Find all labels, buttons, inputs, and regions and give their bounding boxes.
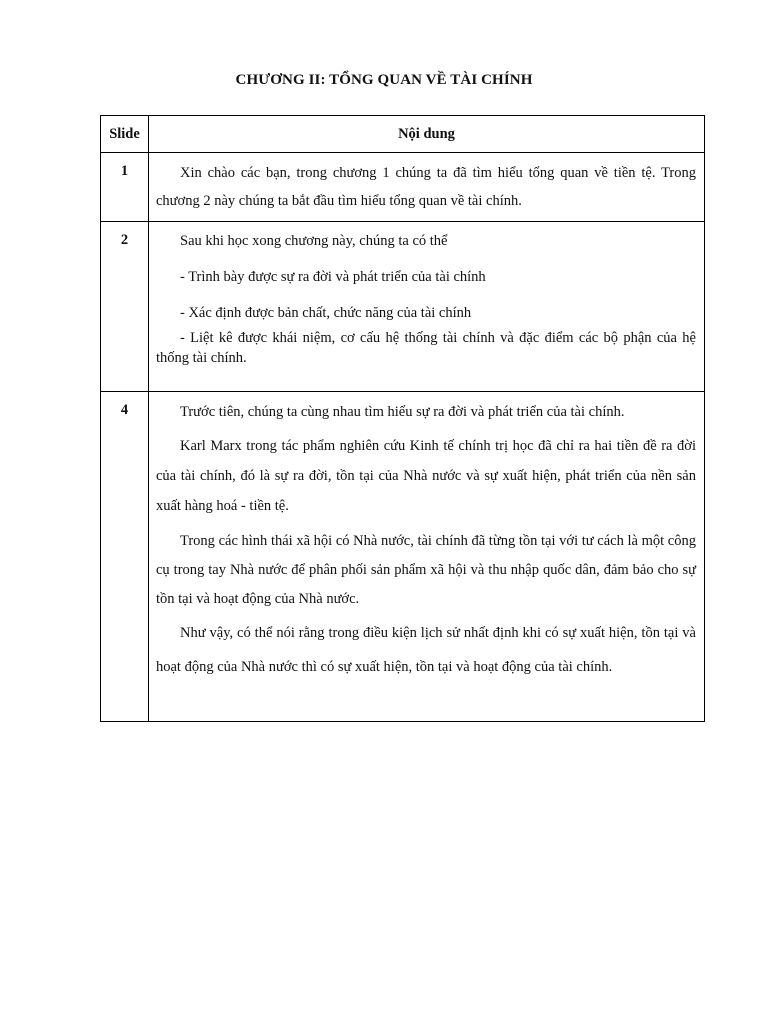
page-title: CHƯƠNG II: TỔNG QUAN VỀ TÀI CHÍNH — [235, 72, 533, 88]
content-paragraph: Xin chào các bạn, trong chương 1 chúng ta đã tìm hiểu tổng quan về tiền tệ. Trong chương 2 này chúng ta bắt đầu tìm hiểu tổng quan về tài chính. — [156, 165, 696, 209]
slide-number: 2 — [101, 222, 149, 392]
table-header-row — [101, 116, 705, 153]
content-paragraph: - Xác định được bản chất, chức năng của tài chính — [180, 305, 472, 321]
header-slide: Slide — [101, 116, 149, 153]
content-paragraph: Như vậy, có thể nói rằng trong điều kiện lịch sử nhất định khi có sự xuất hiện, tồn tại và hoạt động của Nhà nước thì có sự xuất hiện, tồn tại và hoạt động của tài chính. — [156, 625, 696, 675]
content-paragraph: - Liệt kê được khái niệm, cơ cấu hệ thống tài chính và đặc điểm các bộ phận của hệ thống tài chính. — [156, 330, 696, 366]
slide-number: 4 — [101, 392, 149, 722]
content-paragraph: Trước tiên, chúng ta cùng nhau tìm hiểu sự ra đời và phát triển của tài chính. — [180, 404, 625, 420]
slide-content — [149, 153, 705, 222]
slide-content — [149, 392, 705, 722]
table-row — [101, 153, 705, 222]
content-paragraph: - Trình bày được sự ra đời và phát triển của tài chính — [180, 269, 486, 285]
content-paragraph: Sau khi học xong chương này, chúng ta có thể — [180, 233, 448, 249]
slide-number: 1 — [101, 153, 149, 222]
slide-content — [149, 222, 705, 392]
header-content: Nội dung — [149, 116, 705, 153]
table-row — [101, 392, 705, 722]
content-paragraph: Trong các hình thái xã hội có Nhà nước, tài chính đã từng tồn tại với tư cách là một công cụ trong tay Nhà nước để phân phối sản phẩm xã hội và thu nhập quốc dân, đảm bảo cho sự tồn tại và hoạt động của Nhà nước. — [156, 533, 696, 607]
table-row — [101, 222, 705, 392]
content-table — [100, 115, 705, 722]
content-paragraph: Karl Marx trong tác phẩm nghiên cứu Kinh tế chính trị học đã chỉ ra hai tiền đề ra đời của tài chính, đó là sự ra đời, tồn tại của Nhà nước và sự xuất hiện, phát triển của nền sản xuất hàng hoá - tiền tệ. — [156, 438, 696, 514]
